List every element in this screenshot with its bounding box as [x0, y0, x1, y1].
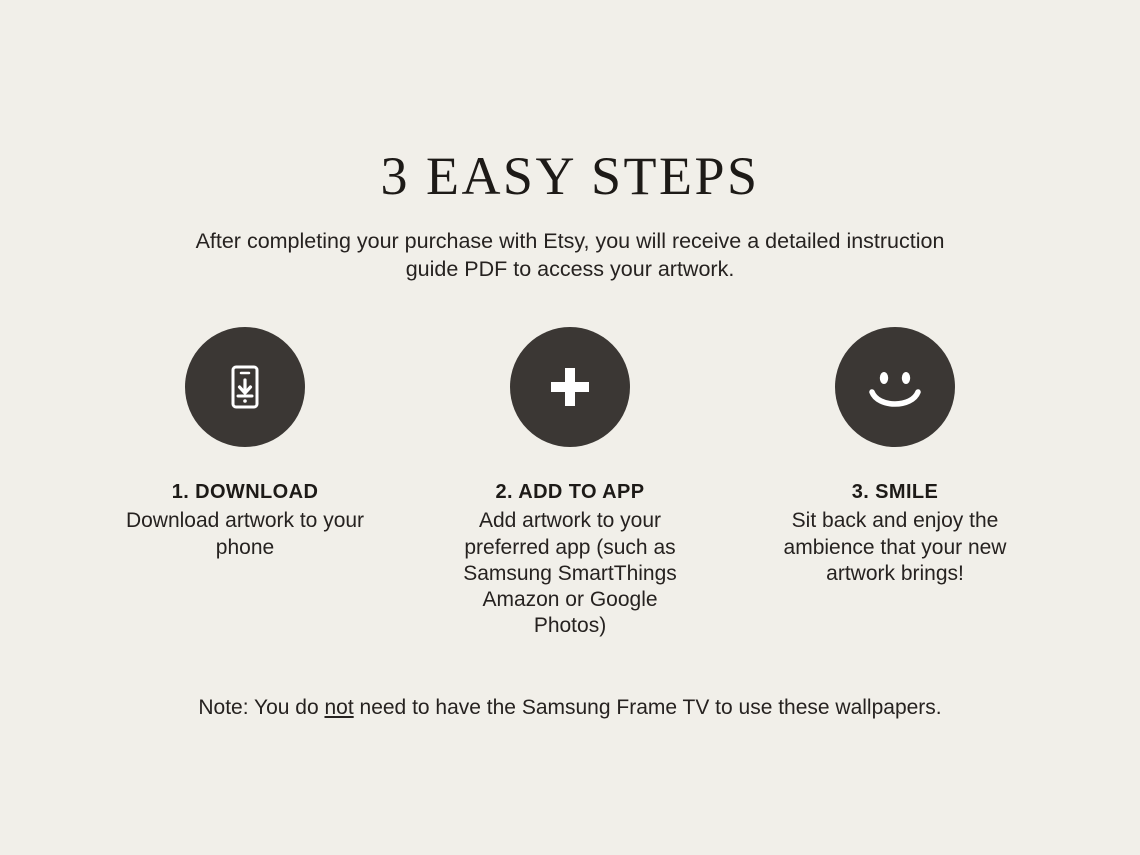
phone-download-icon [185, 327, 305, 447]
note-suffix: need to have the Samsung Frame TV to use these wallpapers. [353, 695, 942, 719]
step-title: 3. SMILE [851, 481, 939, 504]
page-title: 3 EASY STEPS [380, 146, 760, 206]
plus-icon [510, 327, 630, 447]
step-description: Add artwork to your preferred app (such as Samsung SmartThings Amazon or Google Photos) [463, 509, 677, 638]
footer-note [0, 696, 1140, 720]
note-prefix: Note: You do [198, 695, 325, 719]
steps-container [0, 327, 1140, 639]
step-add-to-app [408, 327, 733, 639]
step-smile [733, 327, 1058, 587]
smiley-face-icon [835, 327, 955, 447]
step-description: Sit back and enjoy the ambience that your new artwork brings! [783, 509, 1007, 585]
step-description: Download artwork to your phone [125, 509, 365, 559]
page-subtitle: After completing your purchase with Etsy, you will receive a detailed instruction guide PDF to access your artwork. [195, 228, 945, 282]
step-title: 2. ADD TO APP [495, 481, 645, 504]
step-title: 1. DOWNLOAD [171, 481, 319, 504]
note-emphasis: not [324, 695, 354, 719]
step-download [83, 327, 408, 561]
